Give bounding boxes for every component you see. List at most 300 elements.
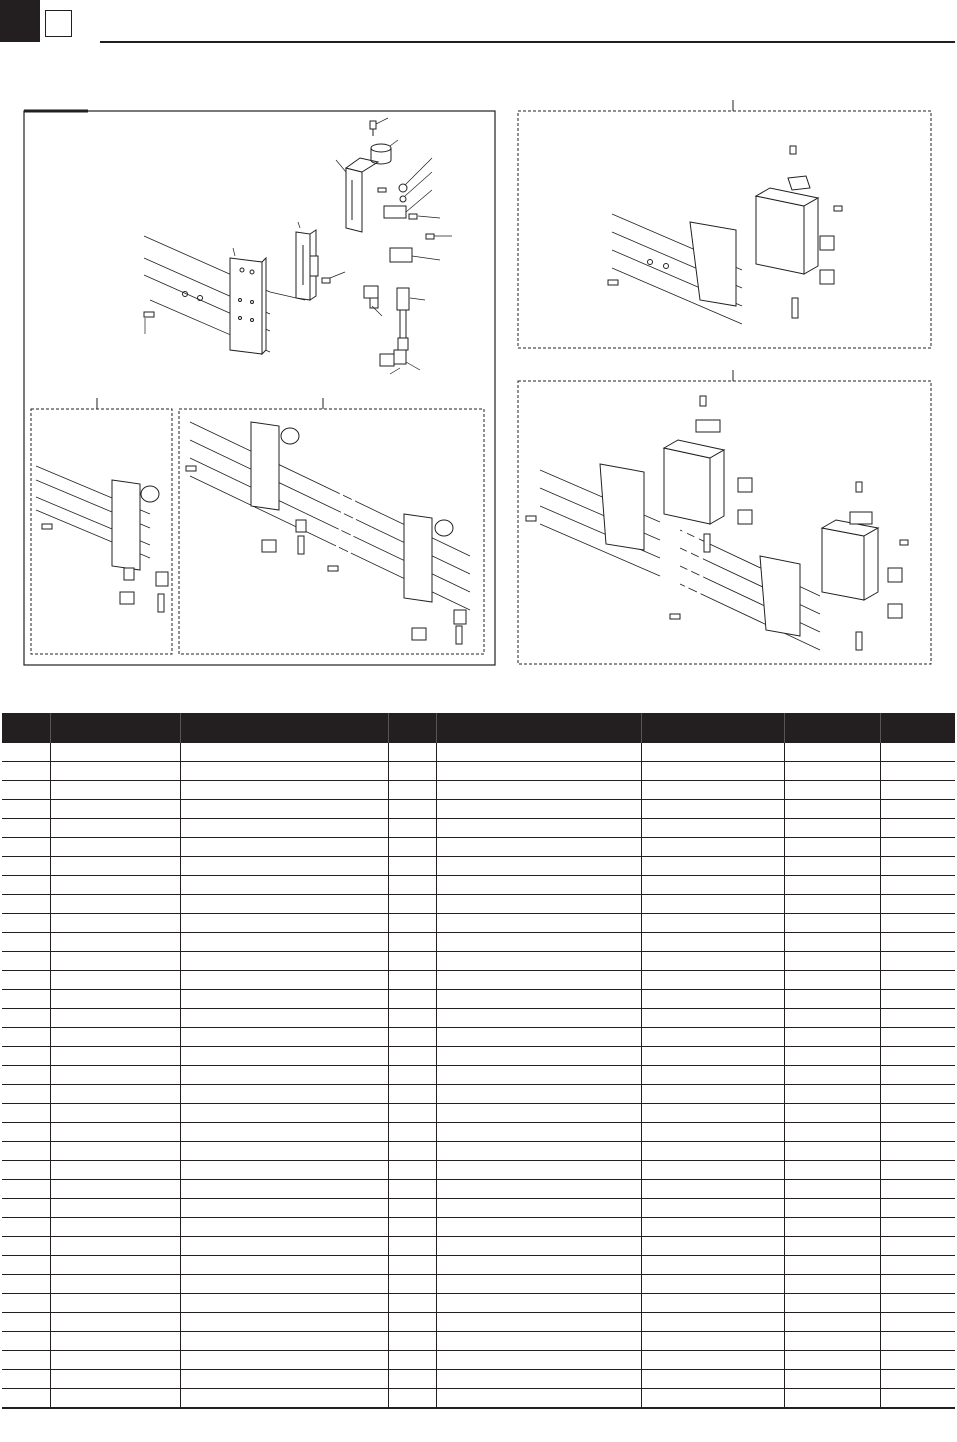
table-cell [880, 990, 955, 1009]
table-row [2, 857, 955, 876]
table-cell [50, 1047, 180, 1066]
table-cell [50, 990, 180, 1009]
exploded-assembly-drawing [0, 90, 957, 680]
table-cell [388, 857, 436, 876]
table-cell [880, 971, 955, 990]
table-cell [2, 914, 50, 933]
table-cell [436, 1123, 641, 1142]
table-cell [880, 819, 955, 838]
table-cell [784, 1332, 880, 1351]
table-cell [784, 895, 880, 914]
table-cell [784, 1370, 880, 1389]
table-cell [784, 876, 880, 895]
table-cell [180, 1256, 388, 1275]
table-row [2, 876, 955, 895]
table-cell [784, 1294, 880, 1313]
column-header [641, 713, 784, 743]
table-cell [784, 1066, 880, 1085]
table-cell [180, 1313, 388, 1332]
table-cell [784, 1161, 880, 1180]
table-cell [388, 800, 436, 819]
table-cell [2, 762, 50, 781]
table-cell [2, 819, 50, 838]
table-cell [436, 895, 641, 914]
table-cell [436, 914, 641, 933]
table-cell [388, 1218, 436, 1237]
table-row [2, 838, 955, 857]
table-cell [50, 838, 180, 857]
table-cell [784, 914, 880, 933]
table-cell [50, 1199, 180, 1218]
upper-bracket [346, 158, 378, 232]
table-cell [50, 1180, 180, 1199]
table-cell [2, 1161, 50, 1180]
table-cell [641, 1237, 784, 1256]
table-cell [180, 1009, 388, 1028]
table-cell [180, 800, 388, 819]
table-cell [388, 1199, 436, 1218]
table-cell [180, 914, 388, 933]
table-cell [388, 1389, 436, 1409]
table-cell [641, 1389, 784, 1409]
table-cell [641, 800, 784, 819]
table-row [2, 952, 955, 971]
table-row [2, 1028, 955, 1047]
table-cell [641, 819, 784, 838]
table-cell [784, 1104, 880, 1123]
table-cell [388, 1256, 436, 1275]
table-row [2, 1313, 955, 1332]
mounting-plate [230, 258, 266, 354]
table-cell [50, 762, 180, 781]
table-cell [180, 1180, 388, 1199]
table-cell [784, 838, 880, 857]
table-cell [180, 971, 388, 990]
table-cell [436, 1237, 641, 1256]
table-cell [180, 857, 388, 876]
table-cell [2, 1009, 50, 1028]
table-cell [784, 1237, 880, 1256]
table-cell [2, 1085, 50, 1104]
table-cell [388, 838, 436, 857]
table-cell [388, 1237, 436, 1256]
table-cell [50, 781, 180, 800]
table-cell [2, 1123, 50, 1142]
table-cell [784, 933, 880, 952]
table-cell [436, 857, 641, 876]
table-cell [388, 781, 436, 800]
table-cell [2, 933, 50, 952]
table-cell [641, 1370, 784, 1389]
table-cell [436, 1218, 641, 1237]
table-cell [388, 1028, 436, 1047]
table-cell [436, 1085, 641, 1104]
table-cell [2, 971, 50, 990]
table-cell [2, 743, 50, 762]
table-cell [388, 1275, 436, 1294]
table-cell [436, 1275, 641, 1294]
table-cell [50, 914, 180, 933]
table-cell [180, 933, 388, 952]
table-cell [50, 1218, 180, 1237]
table-cell [880, 933, 955, 952]
table-cell [50, 1085, 180, 1104]
table-cell [784, 1218, 880, 1237]
table-cell [2, 1370, 50, 1389]
table-cell [784, 1142, 880, 1161]
table-row [2, 1066, 955, 1085]
table-row [2, 800, 955, 819]
table-cell [436, 1256, 641, 1275]
table-cell [180, 1294, 388, 1313]
table-cell [436, 1047, 641, 1066]
table-cell [2, 1180, 50, 1199]
table-row [2, 819, 955, 838]
section-marker [0, 0, 40, 42]
table-cell [641, 1047, 784, 1066]
table-cell [388, 1332, 436, 1351]
table-cell [880, 895, 955, 914]
table-cell [180, 895, 388, 914]
table-cell [784, 1389, 880, 1409]
table-cell [50, 1370, 180, 1389]
table-cell [2, 1256, 50, 1275]
table-cell [388, 1351, 436, 1370]
table-cell [641, 990, 784, 1009]
table-cell [880, 1123, 955, 1142]
table-cell [50, 895, 180, 914]
table-cell [180, 1123, 388, 1142]
table-cell [436, 990, 641, 1009]
table-row [2, 895, 955, 914]
table-cell [880, 1180, 955, 1199]
table-cell [784, 952, 880, 971]
table-cell [2, 1142, 50, 1161]
table-cell [641, 1256, 784, 1275]
table-cell [2, 800, 50, 819]
table-cell [436, 1142, 641, 1161]
table-cell [641, 857, 784, 876]
table-cell [50, 933, 180, 952]
table-cell [880, 1066, 955, 1085]
table-cell [180, 1237, 388, 1256]
column-header [2, 713, 50, 743]
table-cell [641, 1066, 784, 1085]
table-cell [436, 1313, 641, 1332]
table-row [2, 1104, 955, 1123]
table-cell [388, 914, 436, 933]
table-cell [436, 1161, 641, 1180]
table-cell [880, 1009, 955, 1028]
table-cell [180, 876, 388, 895]
table-cell [641, 876, 784, 895]
table-cell [880, 1332, 955, 1351]
table-cell [180, 1161, 388, 1180]
table-cell [180, 952, 388, 971]
table-cell [436, 1066, 641, 1085]
table-cell [880, 1313, 955, 1332]
table-cell [50, 1009, 180, 1028]
table-cell [2, 1047, 50, 1066]
table-cell [388, 1123, 436, 1142]
table-cell [880, 1047, 955, 1066]
table-cell [180, 743, 388, 762]
table-cell [880, 1237, 955, 1256]
table-row [2, 1370, 955, 1389]
table-cell [880, 1218, 955, 1237]
parts-table-body [2, 743, 955, 1408]
table-cell [641, 1009, 784, 1028]
table-cell [388, 876, 436, 895]
table-cell [388, 1104, 436, 1123]
table-cell [50, 876, 180, 895]
table-cell [50, 1275, 180, 1294]
table-cell [880, 838, 955, 857]
table-row [2, 990, 955, 1009]
table-row [2, 781, 955, 800]
table-cell [641, 743, 784, 762]
table-cell [784, 800, 880, 819]
table-cell [880, 1370, 955, 1389]
table-cell [641, 952, 784, 971]
table-cell [50, 1161, 180, 1180]
table-cell [388, 1313, 436, 1332]
table-cell [2, 1389, 50, 1409]
table-cell [880, 1294, 955, 1313]
table-cell [880, 914, 955, 933]
table-row [2, 1199, 955, 1218]
table-cell [180, 819, 388, 838]
table-row [2, 1218, 955, 1237]
table-cell [880, 1161, 955, 1180]
table-row [2, 971, 955, 990]
column-header [784, 713, 880, 743]
table-cell [2, 857, 50, 876]
table-cell [880, 1085, 955, 1104]
table-cell [880, 1199, 955, 1218]
table-cell [436, 743, 641, 762]
table-cell [2, 876, 50, 895]
column-header [180, 713, 388, 743]
table-row [2, 1237, 955, 1256]
table-cell [388, 895, 436, 914]
table-cell [784, 857, 880, 876]
table-cell [2, 1218, 50, 1237]
table-cell [2, 1199, 50, 1218]
table-row [2, 1389, 955, 1409]
table-cell [641, 1294, 784, 1313]
table-cell [880, 762, 955, 781]
table-cell [50, 857, 180, 876]
table-cell [784, 1123, 880, 1142]
table-cell [180, 1389, 388, 1409]
table-cell [784, 781, 880, 800]
column-header [50, 713, 180, 743]
table-cell [50, 1313, 180, 1332]
table-cell [2, 1313, 50, 1332]
table-cell [436, 1199, 641, 1218]
table-cell [180, 1142, 388, 1161]
table-cell [436, 762, 641, 781]
table-cell [388, 1009, 436, 1028]
table-cell [50, 1237, 180, 1256]
assembly-top-right [518, 100, 931, 348]
table-cell [50, 1389, 180, 1409]
table-row [2, 762, 955, 781]
table-cell [880, 1104, 955, 1123]
table-row [2, 1256, 955, 1275]
assembly-lower-left-parts [36, 398, 470, 644]
table-cell [784, 1047, 880, 1066]
header-rule [100, 41, 955, 43]
table-cell [641, 1275, 784, 1294]
table-cell [641, 1313, 784, 1332]
table-cell [388, 1180, 436, 1199]
table-cell [641, 1351, 784, 1370]
table-cell [641, 1218, 784, 1237]
table-cell [388, 1142, 436, 1161]
table-cell [2, 1294, 50, 1313]
table-cell [880, 1351, 955, 1370]
table-row [2, 1180, 955, 1199]
table-row [2, 1123, 955, 1142]
table-cell [436, 933, 641, 952]
table-cell [388, 1370, 436, 1389]
table-cell [180, 838, 388, 857]
table-cell [180, 781, 388, 800]
table-cell [180, 1104, 388, 1123]
table-cell [50, 1142, 180, 1161]
table-cell [50, 1066, 180, 1085]
column-header [388, 713, 436, 743]
table-cell [880, 1142, 955, 1161]
section-number-box [45, 10, 72, 37]
table-cell [784, 1085, 880, 1104]
table-cell [436, 971, 641, 990]
table-row [2, 933, 955, 952]
table-cell [784, 971, 880, 990]
table-cell [388, 1294, 436, 1313]
table-cell [180, 1332, 388, 1351]
table-cell [180, 1047, 388, 1066]
table-cell [388, 1047, 436, 1066]
table-cell [180, 1218, 388, 1237]
table-cell [641, 1028, 784, 1047]
table-cell [784, 743, 880, 762]
assembly-bottom-right [518, 370, 931, 664]
table-cell [388, 971, 436, 990]
table-row [2, 1351, 955, 1370]
table-cell [2, 1237, 50, 1256]
table-cell [388, 933, 436, 952]
table-cell [784, 1180, 880, 1199]
table-cell [436, 819, 641, 838]
table-row [2, 1047, 955, 1066]
table-cell [50, 1294, 180, 1313]
table-cell [2, 990, 50, 1009]
table-cell [784, 1028, 880, 1047]
table-cell [50, 1332, 180, 1351]
table-cell [641, 1161, 784, 1180]
table-cell [180, 1351, 388, 1370]
table-cell [2, 1351, 50, 1370]
table-cell [436, 1028, 641, 1047]
table-cell [436, 1370, 641, 1389]
table-cell [2, 838, 50, 857]
table-row [2, 1142, 955, 1161]
table-cell [50, 952, 180, 971]
table-cell [880, 1275, 955, 1294]
table-cell [641, 933, 784, 952]
table-cell [436, 1389, 641, 1409]
table-cell [436, 1294, 641, 1313]
table-cell [436, 1332, 641, 1351]
table-cell [641, 1123, 784, 1142]
table-cell [50, 1123, 180, 1142]
table-cell [2, 781, 50, 800]
table-cell [2, 952, 50, 971]
table-cell [784, 990, 880, 1009]
table-row [2, 1294, 955, 1313]
column-header [880, 713, 955, 743]
table-cell [180, 762, 388, 781]
table-cell [388, 1161, 436, 1180]
table-row [2, 1009, 955, 1028]
table-cell [180, 1199, 388, 1218]
table-cell [180, 1028, 388, 1047]
table-cell [180, 1085, 388, 1104]
table-cell [50, 743, 180, 762]
table-cell [641, 838, 784, 857]
table-cell [436, 876, 641, 895]
table-cell [784, 1256, 880, 1275]
table-cell [880, 800, 955, 819]
table-cell [388, 952, 436, 971]
table-cell [180, 1275, 388, 1294]
table-cell [50, 1028, 180, 1047]
table-row [2, 1085, 955, 1104]
table-cell [436, 800, 641, 819]
table-cell [641, 1180, 784, 1199]
table-cell [388, 762, 436, 781]
table-cell [436, 1351, 641, 1370]
table-cell [641, 1142, 784, 1161]
table-cell [880, 1256, 955, 1275]
table-row [2, 1161, 955, 1180]
table-cell [388, 819, 436, 838]
table-cell [436, 1180, 641, 1199]
table-cell [50, 971, 180, 990]
table-row [2, 914, 955, 933]
table-row [2, 743, 955, 762]
table-cell [880, 1389, 955, 1409]
table-cell [880, 857, 955, 876]
table-row [2, 1275, 955, 1294]
table-cell [641, 895, 784, 914]
column-header [436, 713, 641, 743]
table-cell [641, 781, 784, 800]
table-cell [641, 762, 784, 781]
table-cell [436, 1009, 641, 1028]
table-cell [50, 800, 180, 819]
table-cell [2, 1332, 50, 1351]
table-cell [784, 1313, 880, 1332]
slide-bracket [296, 230, 318, 300]
table-cell [880, 1028, 955, 1047]
table-cell [436, 952, 641, 971]
table-cell [641, 1332, 784, 1351]
table-cell [180, 1370, 388, 1389]
